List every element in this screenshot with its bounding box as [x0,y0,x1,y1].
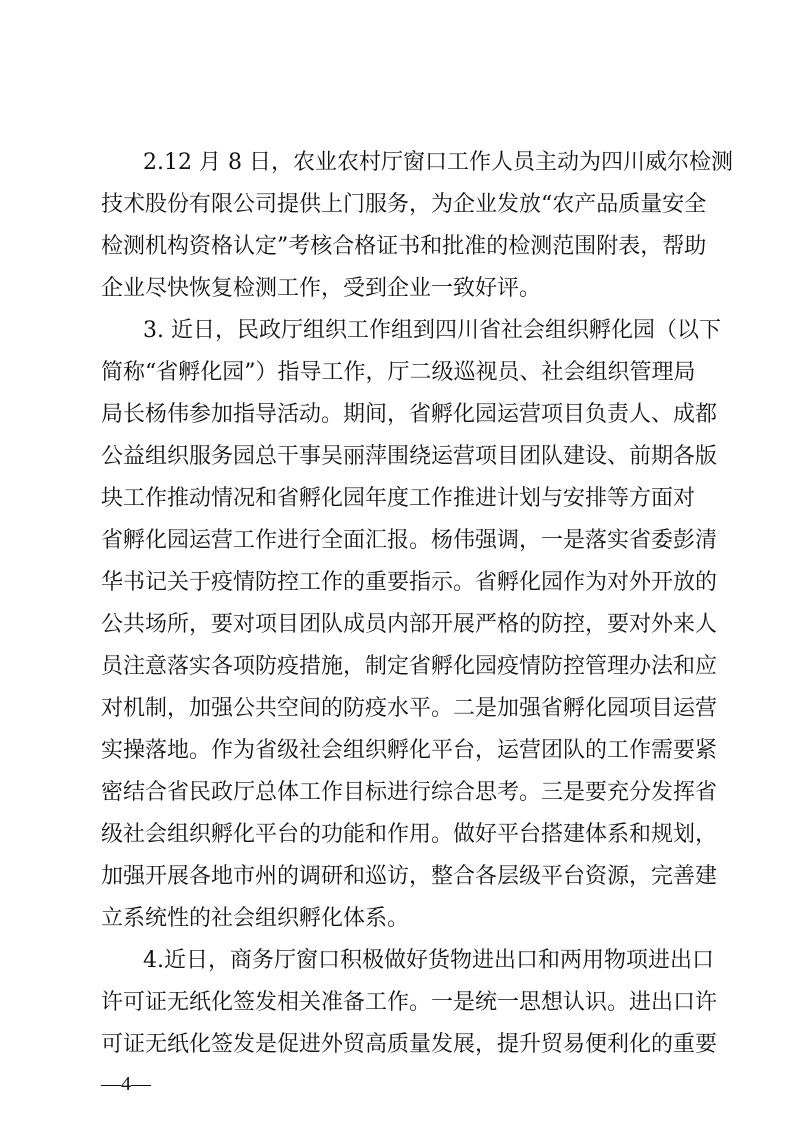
paragraph-3-line-5: 块工作推动情况和省孵化园年度工作推进计划与安排等方面对 [101,486,696,511]
paragraph-3-line-2: 简称“省孵化园”）指导工作，厅二级巡视员、社会组织管理局 [101,360,696,385]
paragraph-3-line-7: 华书记关于疫情防控工作的重要指示。省孵化园作为对外开放的 [101,570,718,595]
paragraph-3-line-15: 立系统性的社会组织孵化体系。 [101,906,410,931]
paragraph-3-line-6: 省孵化园运营工作进行全面汇报。杨伟强调，一是落实省委彭清 [101,528,718,553]
paragraph-3-line-14: 加强开展各地市州的调研和巡访，整合各层级平台资源，完善建 [101,864,718,889]
paragraph-3-line-8: 公共场所，要对项目团队成员内部开展严格的防控，要对外来人 [101,612,718,637]
paragraph-3-line-10: 对机制，加强公共空间的防疫水平。二是加强省孵化园项目运营 [101,696,718,721]
paragraph-2-line-2: 技术股份有限公司提供上门服务，为企业发放“农产品质量安全 [101,192,707,217]
paragraph-3-line-12: 密结合省民政厅总体工作目标进行综合思考。三是要充分发挥省 [101,780,718,805]
paragraph-3-line-11: 实操落地。作为省级社会组织孵化平台，运营团队的工作需要紧 [101,738,718,763]
paragraph-2-line-4: 企业尽快恢复检测工作，受到企业一致好评。 [101,276,542,301]
paragraph-4-line-3: 可证无纸化签发是促进外贸高质量发展，提升贸易便利化的重要 [101,1032,718,1057]
paragraph-4-line-1: 4.近日，商务厅窗口积极做好货物进出口和两用物项进出口 [143,948,714,973]
paragraph-2-line-3: 检测机构资格认定”考核合格证书和批准的检测范围附表，帮助 [101,234,707,259]
paragraph-3-line-13: 级社会组织孵化平台的功能和作用。做好平台搭建体系和规划， [101,822,718,847]
paragraph-3-line-1: 3. 近日，民政厅组织工作组到四川省社会组织孵化园（以下 [143,318,721,343]
page-number: —4— [101,1073,151,1095]
paragraph-4-line-2: 许可证无纸化签发相关准备工作。一是统一思想认识。进出口许 [101,990,718,1015]
paragraph-2-line-1: 2.12 月 8 日，农业农村厅窗口工作人员主动为四川威尔检测 [143,150,733,175]
paragraph-3-line-3: 局长杨伟参加指导活动。期间，省孵化园运营项目负责人、成都 [101,402,718,427]
paragraph-3-line-4: 公益组织服务园总干事吴丽萍围绕运营项目团队建设、前期各版 [101,444,718,469]
paragraph-3-line-9: 员注意落实各项防疫措施，制定省孵化园疫情防控管理办法和应 [101,654,718,679]
